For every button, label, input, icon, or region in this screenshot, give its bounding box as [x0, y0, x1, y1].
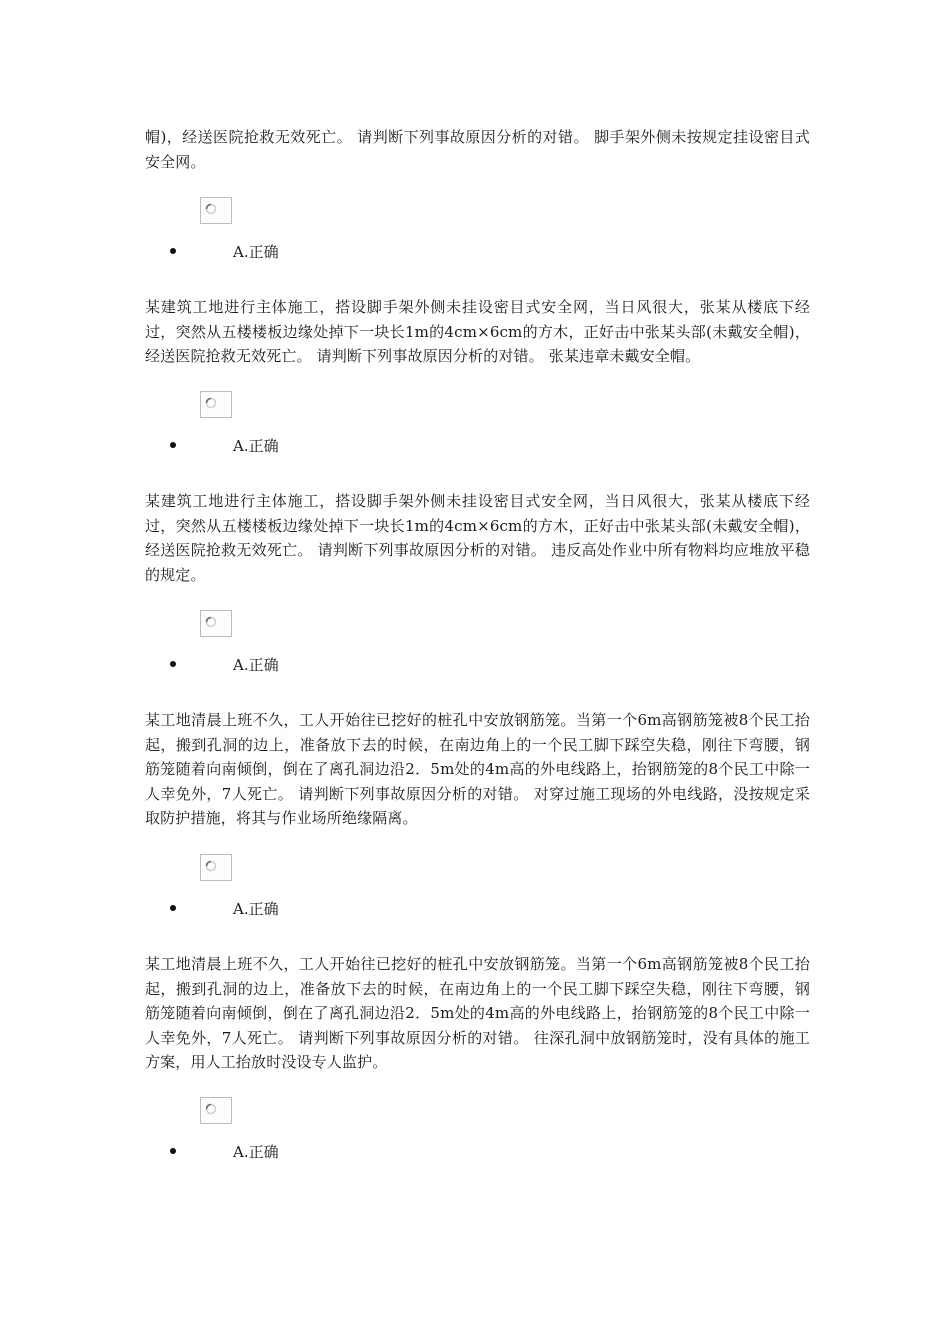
question-text-3 — [145, 489, 810, 587]
answer-option[interactable] — [170, 436, 470, 458]
question-text-4 — [145, 708, 810, 831]
answer-option[interactable] — [170, 1142, 470, 1164]
option-label: A.正确 — [233, 243, 279, 261]
answer-option[interactable] — [170, 899, 470, 921]
answer-checkbox[interactable] — [200, 391, 232, 418]
bullet-icon — [170, 905, 176, 911]
question-paragraph: 帽)，经送医院抢救无效死亡。 请判断下列事故原因分析的对错。 脚手架外侧未按规定挂设密目式安全网。 — [145, 128, 810, 171]
loading-spinner-icon — [205, 203, 217, 215]
bullet-icon — [170, 248, 176, 254]
answer-checkbox[interactable] — [200, 854, 232, 881]
answer-option[interactable] — [170, 655, 470, 677]
loading-spinner-icon — [205, 397, 217, 409]
question-text-1 — [145, 125, 810, 174]
loading-spinner-icon — [205, 860, 217, 872]
answer-option[interactable] — [170, 242, 470, 264]
loading-spinner-icon — [205, 616, 217, 628]
bullet-icon — [170, 1148, 176, 1154]
loading-spinner-icon — [205, 1103, 217, 1115]
answer-checkbox[interactable] — [200, 1097, 232, 1124]
bullet-icon — [170, 661, 176, 667]
option-label: A.正确 — [233, 437, 279, 455]
question-paragraph: 某工地清晨上班不久，工人开始往已挖好的桩孔中安放钢筋笼。当第一个6m高钢筋笼被8个民工抬起，搬到孔洞的边上，准备放下去的时候，在南边角上的一个民工脚下踩空失稳，刚往下弯腰，钢筋笼随着向南倾倒，倒在了离孔洞边沿2．5m处的4m高的外电线路上，抬钢筋笼的8个民工中除一人幸免外，7人死亡。 请判断下列事故原因分析的对错。 往深孔洞中放钢筋笼时，没有具体的施工方案，用人工抬放时没设专人监护。 — [145, 955, 810, 1071]
option-label: A.正确 — [233, 900, 279, 918]
question-paragraph: 某建筑工地进行主体施工，搭设脚手架外侧未挂设密目式安全网，当日风很大，张某从楼底下经过，突然从五楼楼板边缘处掉下一块长1m的4cm×6cm的方木，正好击中张某头部(未戴安全帽)，经送医院抢救无效死亡。 请判断下列事故原因分析的对错。 违反高处作业中所有物料均应堆放平稳的规定。 — [145, 492, 810, 584]
bullet-icon — [170, 442, 176, 448]
question-paragraph: 某工地清晨上班不久，工人开始往已挖好的桩孔中安放钢筋笼。当第一个6m高钢筋笼被8个民工抬起，搬到孔洞的边上，准备放下去的时候，在南边角上的一个民工脚下踩空失稳，刚往下弯腰，钢筋笼随着向南倾倒，倒在了离孔洞边沿2．5m处的4m高的外电线路上，抬钢筋笼的8个民工中除一人幸免外，7人死亡。 请判断下列事故原因分析的对错。 对穿过施工现场的外电线路，没按规定采取防护措施，将其与作业场所绝缘隔离。 — [145, 711, 810, 827]
answer-checkbox[interactable] — [200, 197, 232, 224]
question-paragraph: 某建筑工地进行主体施工，搭设脚手架外侧未挂设密目式安全网，当日风很大，张某从楼底下经过，突然从五楼楼板边缘处掉下一块长1m的4cm×6cm的方木，正好击中张某头部(未戴安全帽)，经送医院抢救无效死亡。 请判断下列事故原因分析的对错。 张某违章未戴安全帽。 — [145, 298, 810, 365]
question-text-5 — [145, 952, 810, 1075]
answer-checkbox[interactable] — [200, 610, 232, 637]
question-text-2 — [145, 295, 810, 369]
option-label: A.正确 — [233, 656, 279, 674]
option-label: A.正确 — [233, 1143, 279, 1161]
